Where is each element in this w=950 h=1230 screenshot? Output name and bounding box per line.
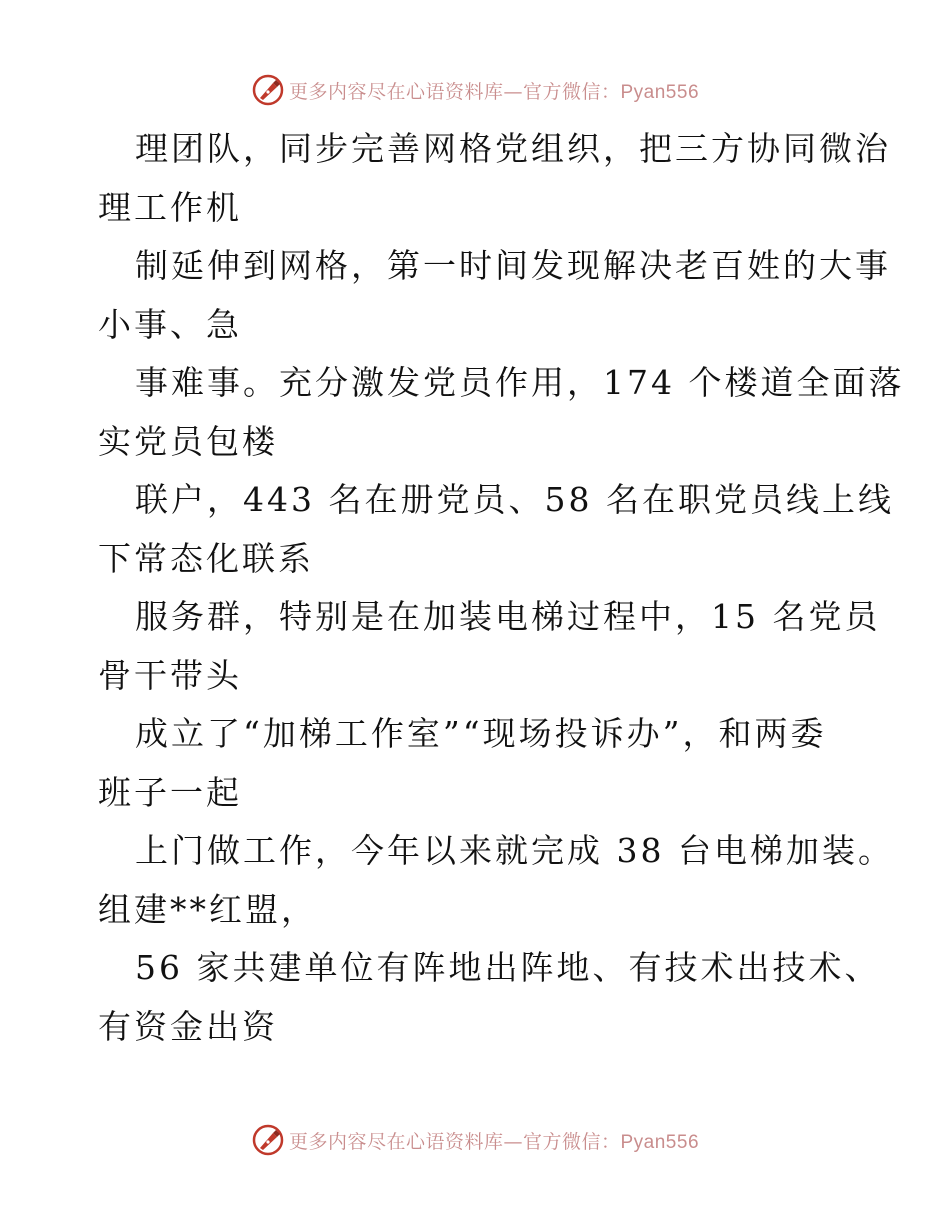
- header-wechat-id: Pyan556: [620, 81, 700, 103]
- paragraph: [98, 939, 881, 1056]
- paragraph-line: 下常态化联系: [98, 538, 314, 578]
- paragraph-line: 服务群，特别是在加装电梯过程中，15 名党员: [135, 597, 881, 636]
- paragraph: [98, 705, 858, 822]
- paragraph-line: 理团队，同步完善网格党组织，把三方协同微治: [135, 129, 891, 168]
- paragraph-line: 班子一起: [98, 772, 242, 812]
- paragraph-line: 骨干带头: [98, 655, 242, 695]
- paragraph-line: 理工作机: [98, 187, 242, 227]
- header-watermark: [0, 70, 950, 110]
- paragraph-line: 实党员包楼: [98, 421, 278, 461]
- paragraph: [98, 120, 891, 237]
- paragraph-line: 组建**红盟，: [98, 889, 317, 929]
- document-body: [98, 120, 905, 1056]
- paragraph-line: 事难事。充分激发党员作用，174 个楼道全面落: [135, 363, 905, 402]
- header-banner-text: 更多内容尽在心语资料库—官方微信：Pyan556: [288, 80, 700, 103]
- paragraph-line: 上门做工作，今年以来就完成 38 台电梯加装。: [135, 831, 894, 870]
- paragraph: [98, 354, 905, 471]
- paragraph-line: 有资金出资: [98, 1006, 278, 1046]
- footer-banner-text: 更多内容尽在心语资料库—官方微信：Pyan556: [288, 1130, 700, 1153]
- footer-wechat-id: Pyan556: [620, 1131, 700, 1153]
- paragraph-line: 联户，443 名在册党员、58 名在职党员线上线: [135, 480, 894, 519]
- paragraph-line: 成立了“加梯工作室”“现场投诉办”，和两委: [135, 714, 827, 753]
- pen-nib-circle-icon: [251, 73, 285, 107]
- footer-watermark: [0, 1120, 950, 1160]
- paragraph-line: 小事、急: [98, 304, 242, 344]
- paragraph: [98, 471, 894, 588]
- paragraph: [98, 588, 881, 705]
- pen-nib-circle-icon: [251, 1123, 285, 1157]
- paragraph: [98, 237, 891, 354]
- paragraph-line: 制延伸到网格，第一时间发现解决老百姓的大事: [135, 246, 891, 285]
- paragraph-line: 56 家共建单位有阵地出阵地、有技术出技术、: [135, 948, 881, 987]
- paragraph: [98, 822, 894, 939]
